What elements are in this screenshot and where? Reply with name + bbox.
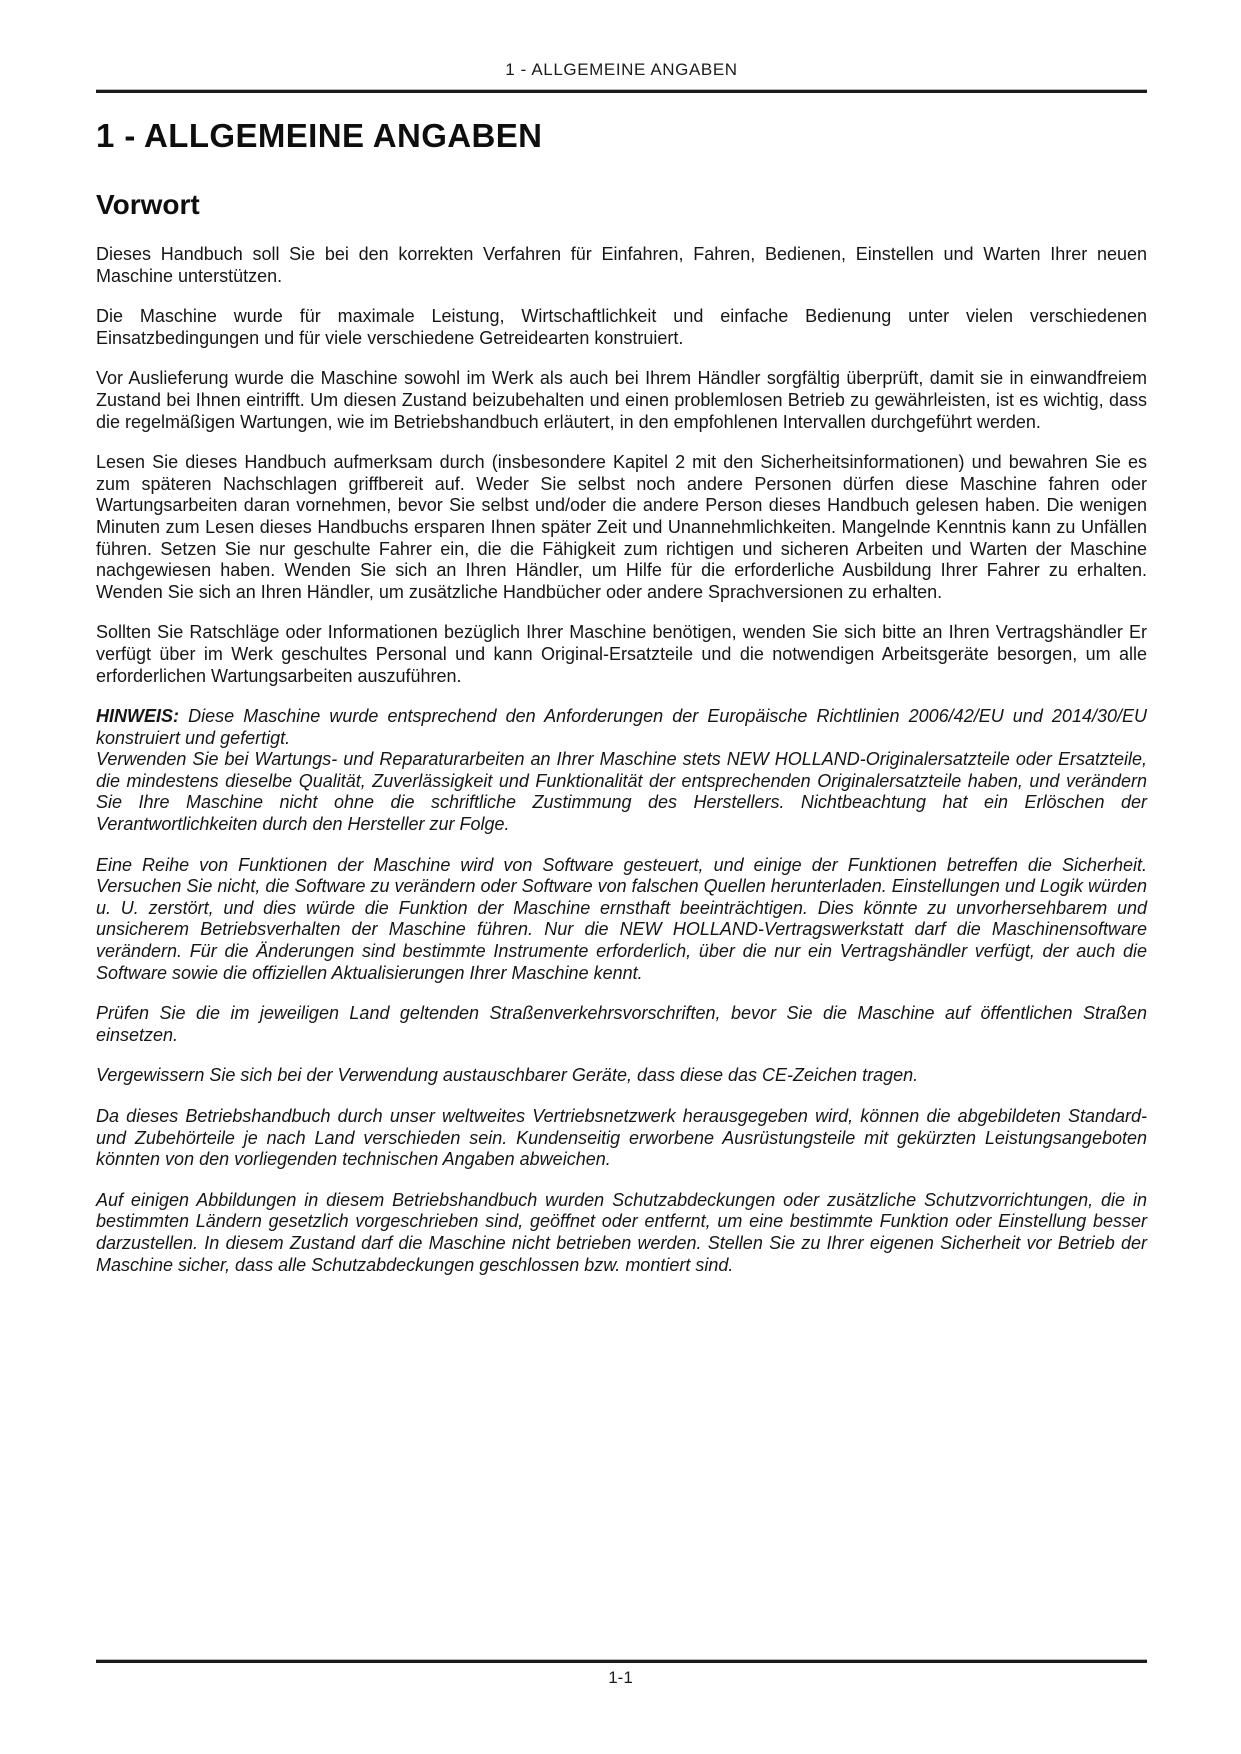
footer-rule bbox=[96, 1659, 1147, 1663]
page-content bbox=[96, 0, 1147, 1276]
italic-paragraph-5: Auf einigen Abbildungen in diesem Betriebshandbuch wurden Schutzabdeckungen oder zusätzliche Schutzvorrichtungen, die in bestimmten Ländern gesetzlich vorgeschrieben sind, geöffnet oder entfernt, um eine bestimmte Funktion oder Einstellung besser darzustellen. In diesem Zustand darf die Maschine nicht betrieben werden. Stellen Sie zu Ihrer eigenen Sicherheit vor Betrieb der Maschine sicher, dass alle Schutzabdeckungen geschlossen bzw. montiert sind. bbox=[96, 1189, 1147, 1275]
chapter-title: 1 - ALLGEMEINE ANGABEN bbox=[96, 117, 543, 154]
italic-paragraph-2: Prüfen Sie die im jeweiligen Land geltenden Straßenverkehrsvorschriften, bevor Sie die Maschine auf öffentlichen Straßen einsetzen. bbox=[96, 1003, 1147, 1045]
section-title: Vorwort bbox=[96, 189, 200, 220]
running-header: 1 - ALLGEMEINE ANGABEN bbox=[505, 60, 738, 79]
intro-paragraph-2: Die Maschine wurde für maximale Leistung, Wirtschaftlichkeit und einfache Bedienung unter vielen verschiedenen Einsatzbedingungen und für viele verschiedene Getreidearten konstruiert. bbox=[96, 306, 1147, 348]
note-text-line2: Verwenden Sie bei Wartungs- und Reparaturarbeiten an Ihrer Maschine stets NEW HOLLAND-Originalersatzteile oder Ersatzteile, die mindestens dieselbe Qualität, Zuverlässigkeit und Funktionalität der entsprechenden Originalersatzteile haben, und verändern Sie Ihre Maschine nicht ohne die schriftliche Zustimmung des Herstellers. Nichtbeachtung hat ein Erlöschen der Verantwortlichkeiten durch den Hersteller zur Folge. bbox=[96, 749, 1147, 835]
intro-paragraph-3: Vor Auslieferung wurde die Maschine sowohl im Werk als auch bei Ihrem Händler sorgfältig überprüft, damit sie in einwandfreiem Zustand bei Ihnen eintrifft. Um diesen Zustand beizubehalten und einen problemlosen Betrieb zu gewährleisten, ist es wichtig, dass die regelmäßigen Wartungen, wie im Betriebshandbuch erläutert, in den empfohlenen Intervallen durchgeführt werden. bbox=[96, 368, 1147, 432]
intro-paragraph-1: Dieses Handbuch soll Sie bei den korrekten Verfahren für Einfahren, Fahren, Bedienen, Einstellen und Warten Ihrer neuen Maschine unterstützen. bbox=[96, 244, 1147, 286]
header-rule bbox=[96, 89, 1147, 93]
note-paragraph bbox=[96, 706, 1147, 836]
intro-paragraph-4: Lesen Sie dieses Handbuch aufmerksam durch (insbesondere Kapitel 2 mit den Sicherheitsinformationen) und bewahren Sie es zum späteren Nachschlagen griffbereit auf. Weder Sie selbst noch andere Personen dürfen diese Maschine fahren oder Wartungsarbeiten daran vornehmen, bevor Sie selbst und/oder die andere Person dieses Handbuch gelesen haben. Die wenigen Minuten zum Lesen dieses Handbuchs ersparen Ihnen später Zeit und Unannehmlichkeiten. Mangelnde Kenntnis kann zu Unfällen führen. Setzen Sie nur geschulte Fahrer ein, die die Fähigkeit zum richtigen und sicheren Arbeiten und Warten der Maschine nachgewiesen haben. Wenden Sie sich an Ihren Händler, um Hilfe für die erforderliche Ausbildung Ihrer Fahrer zu erhalten. Wenden Sie sich an Ihren Händler, um zusätzliche Handbücher oder andere Sprachversionen zu erhalten. bbox=[96, 452, 1147, 602]
note-label: HINWEIS: bbox=[96, 706, 179, 727]
page-number: 1-1 bbox=[608, 1668, 633, 1687]
italic-paragraph-1: Eine Reihe von Funktionen der Maschine wird von Software gesteuert, und einige der Funktionen betreffen die Sicherheit. Versuchen Sie nicht, die Software zu verändern oder Software von falschen Quellen herunterladen. Einstellungen und Logik würden u. U. zerstört, und dies würde die Funktion der Maschine ernsthaft beeinträchtigen. Dies könnte zu unvorhersehbarem und unsicherem Betriebsverhalten der Maschine führen. Nur die NEW HOLLAND-Vertragswerkstatt darf die Maschinensoftware verändern. Für die Änderungen sind bestimmte Instrumente erforderlich, über die nur ein Vertragshändler verfügt, der auch die Software sowie die offiziellen Aktualisierungen Ihrer Maschine kennt. bbox=[96, 854, 1147, 983]
note-text-line1: Diese Maschine wurde entsprechend den Anforderungen der Europäische Richtlinien 2006/42/EU und 2014/30/EU konstruiert und gefertigt. bbox=[96, 706, 1147, 748]
italic-paragraph-4: Da dieses Betriebshandbuch durch unser weltweites Vertriebsnetzwerk herausgegeben wird, können die abgebildeten Standard- und Zubehörteile je nach Land verschieden sein. Kundenseitig erworbene Ausrüstungsteile mit gekürzten Leistungsangeboten könnten von den vorliegenden technischen Angaben abweichen. bbox=[96, 1106, 1147, 1170]
intro-paragraph-5: Sollten Sie Ratschläge oder Informationen bezüglich Ihrer Maschine benötigen, wenden Sie sich bitte an Ihren Vertragshändler Er verfügt über im Werk geschultes Personal und kann Original-Ersatzteile und die notwendigen Arbeitsgeräte besorgen, um alle erforderlichen Wartungsarbeiten auszuführen. bbox=[96, 622, 1147, 686]
italic-paragraph-3: Vergewissern Sie sich bei der Verwendung austauschbarer Geräte, dass diese das CE-Zeichen tragen. bbox=[96, 1065, 919, 1086]
